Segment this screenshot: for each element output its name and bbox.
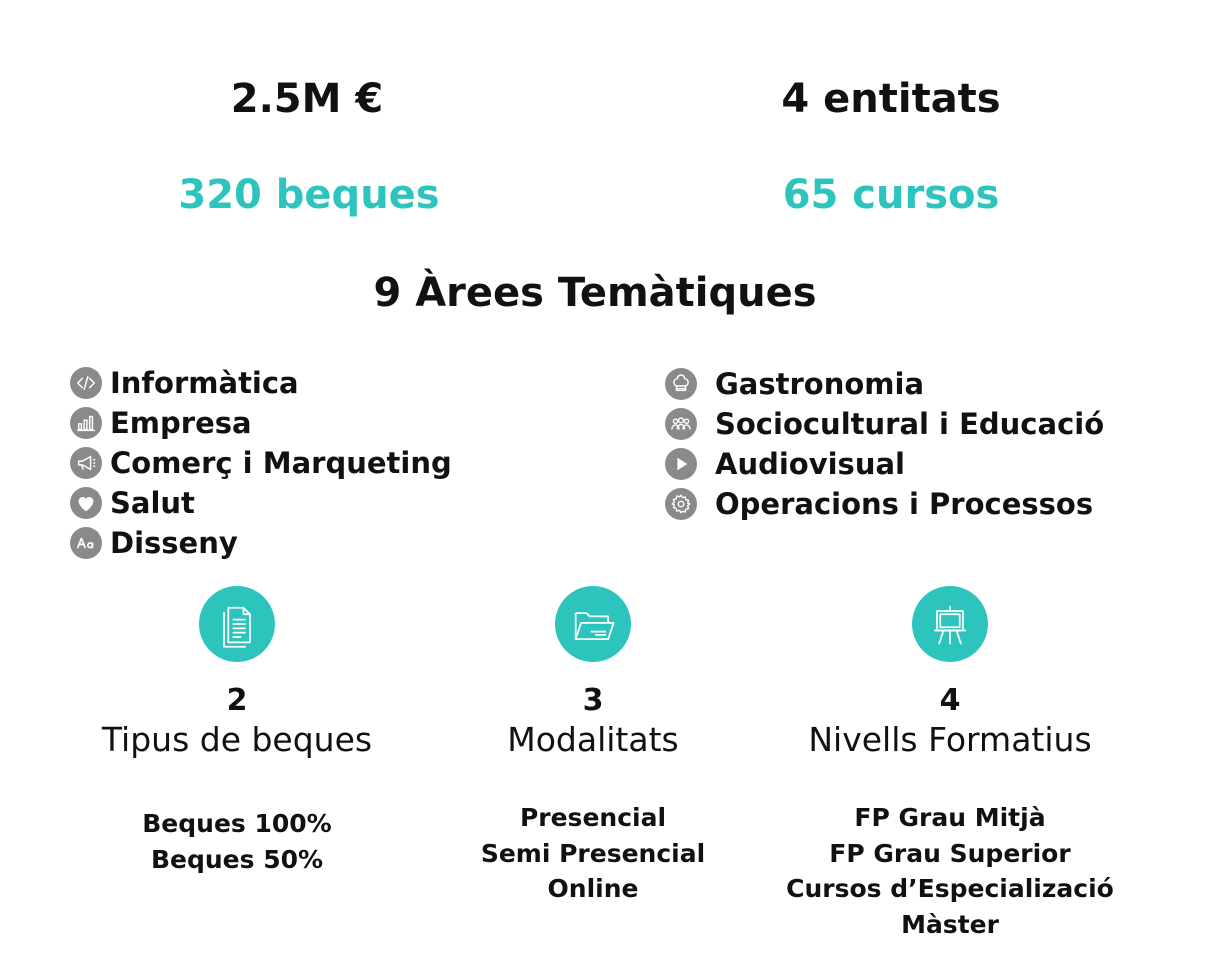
area-label: Gastronomia bbox=[715, 367, 925, 401]
areas-list-left bbox=[70, 363, 452, 563]
area-label: Operacions i Processos bbox=[715, 487, 1094, 521]
feature-item: Presencial bbox=[519, 803, 667, 832]
feature-item: Beques 50% bbox=[150, 844, 324, 874]
feature-number: 2 bbox=[226, 683, 248, 718]
feature-item: FP Grau Mitjà bbox=[854, 803, 1046, 832]
chart-icon bbox=[70, 407, 102, 439]
stat-courses: 65 cursos bbox=[782, 172, 1000, 218]
area-item-informatica bbox=[70, 363, 452, 403]
area-label: Sociocultural i Educació bbox=[715, 407, 1105, 441]
area-item-audiovisual bbox=[665, 444, 1104, 484]
feature-levels bbox=[780, 586, 1120, 942]
area-label: Disseny bbox=[110, 526, 238, 560]
folder-icon bbox=[555, 586, 631, 662]
easel-board-icon bbox=[912, 586, 988, 662]
feature-item: Semi Presencial bbox=[480, 838, 706, 868]
heart-icon bbox=[70, 487, 102, 519]
area-label: Informàtica bbox=[110, 366, 299, 400]
chef-hat-icon bbox=[665, 368, 697, 400]
feature-items bbox=[423, 800, 763, 907]
feature-title: Nivells Formatius bbox=[808, 720, 1092, 759]
area-label: Salut bbox=[110, 486, 195, 520]
document-icon bbox=[199, 586, 275, 662]
area-item-disseny bbox=[70, 523, 452, 563]
feature-number: 4 bbox=[939, 683, 961, 718]
feature-item: Màster bbox=[901, 909, 999, 939]
area-item-comerc bbox=[70, 443, 452, 483]
feature-item: Cursos d’Especializació bbox=[786, 874, 1114, 903]
megaphone-icon bbox=[70, 447, 102, 479]
stat-grants: 320 beques bbox=[178, 172, 440, 218]
feature-item: Beques 100% bbox=[142, 809, 332, 838]
stat-entities: 4 entitats bbox=[781, 76, 1001, 122]
area-item-gastronomia bbox=[665, 364, 1104, 404]
feature-number: 3 bbox=[582, 683, 604, 718]
area-label: Audiovisual bbox=[715, 447, 905, 481]
feature-items bbox=[67, 806, 407, 877]
typography-icon bbox=[70, 527, 102, 559]
feature-item: Online bbox=[547, 874, 639, 903]
play-icon bbox=[665, 448, 697, 480]
feature-grant-types bbox=[67, 586, 407, 877]
feature-item: FP Grau Superior bbox=[829, 838, 1071, 868]
feature-title: Modalitats bbox=[507, 720, 679, 759]
feature-items bbox=[780, 800, 1120, 942]
people-icon bbox=[665, 408, 697, 440]
area-label: Empresa bbox=[110, 406, 252, 440]
area-item-operacions bbox=[665, 484, 1104, 524]
area-item-sociocultural bbox=[665, 404, 1104, 444]
feature-title: Tipus de beques bbox=[101, 720, 373, 759]
stat-budget: 2.5M € bbox=[230, 76, 384, 122]
area-label: Comerç i Marqueting bbox=[110, 446, 452, 480]
feature-modalities bbox=[423, 586, 763, 907]
areas-list-right bbox=[665, 364, 1104, 524]
gear-icon bbox=[665, 488, 697, 520]
area-item-empresa bbox=[70, 403, 452, 443]
code-icon bbox=[70, 367, 102, 399]
areas-heading: 9 Àrees Temàtiques bbox=[373, 270, 817, 316]
area-item-salut bbox=[70, 483, 452, 523]
